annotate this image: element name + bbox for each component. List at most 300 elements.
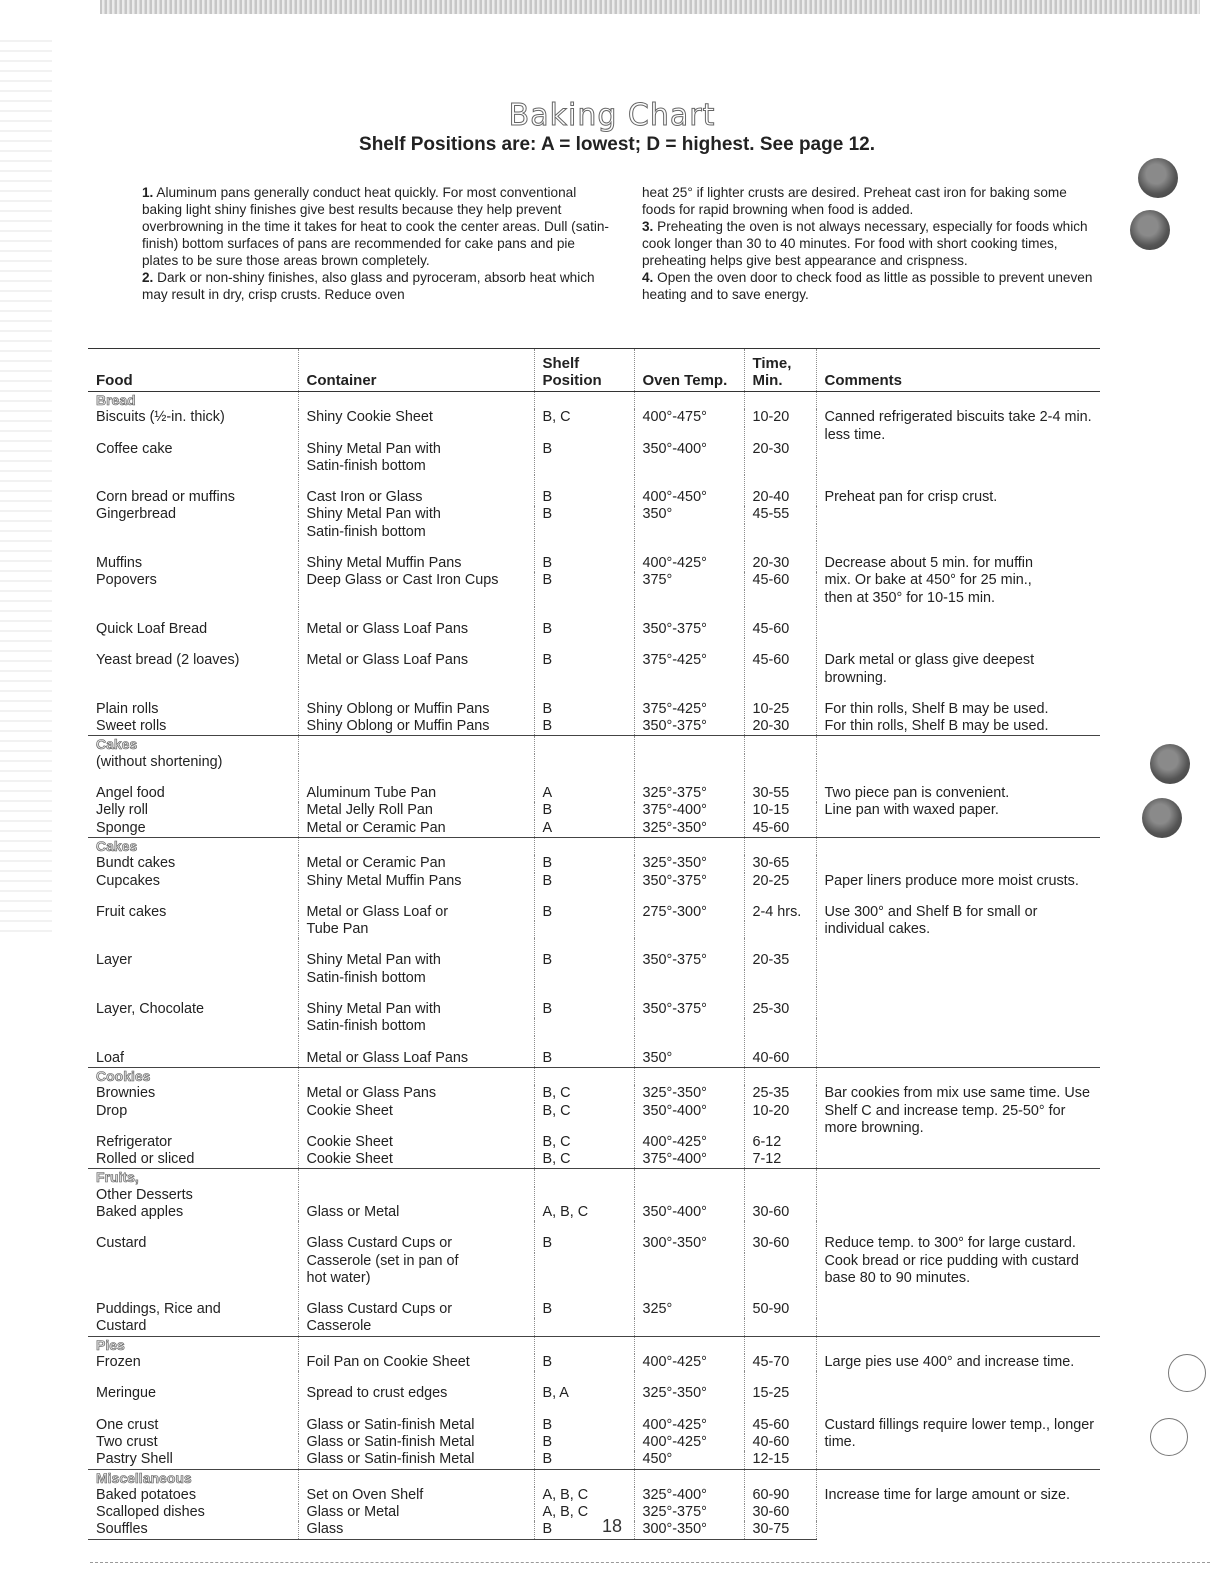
note-text: Open the oven door to check food as little as possible to prevent uneven heating and to save energy. [642,270,1093,302]
cell-temp: 350°-375° [634,718,744,736]
cell-temp: 325°-350° [634,1371,744,1402]
cell-container [298,754,534,771]
cell-shelf [534,524,634,541]
cell-shelf [534,1018,634,1035]
cell-container: Metal or Glass Loaf Pans [298,607,534,638]
cell-time: 10-20 [744,409,816,426]
cell-time: 30-60 [744,1204,816,1221]
cell-shelf: B [534,987,634,1018]
cell-food: Popovers [96,572,157,589]
cell-shelf: B [534,855,634,872]
cell-comments: Bar cookies from mix use same time. Use Shelf C and increase temp. 25-50° for more browning. [816,1085,1100,1151]
section-row [88,1169,1100,1187]
cell-time: 30-55 [744,771,816,802]
binder-hole-icon [1150,744,1190,784]
cell-time: 45-60 [744,572,816,589]
cell-shelf [534,1253,634,1270]
note-number: 4. [642,270,654,285]
cell-temp: 350°-400° [634,1204,744,1221]
cell-shelf: B [534,687,634,718]
cell-food: Cupcakes [96,872,160,889]
table-cell [744,1469,816,1487]
table-row [88,1403,1100,1434]
cell-shelf: B [534,1521,634,1539]
cell-container: Satin-finish bottom [298,524,534,541]
cell-time: 10-25 [744,687,816,718]
cell-container: Glass or Satin-finish Metal [298,1403,534,1434]
cell-temp: 400°-425° [634,1403,744,1434]
cell-shelf: A, B, C [534,1504,634,1521]
cell-container: Shiny Metal Muffin Pans [298,873,534,890]
scan-bottom-edge [90,1562,1210,1565]
cell-food [88,921,298,938]
cell-shelf: A [534,820,634,838]
cell-food: Plain rolls [96,700,159,717]
table-row [88,855,1100,872]
binder-hole-icon [1142,798,1182,838]
cell-container: Glass or Satin-finish Metal [298,1434,534,1451]
cell-shelf: B, C [534,409,634,426]
table-row [88,802,1100,819]
cell-comments [816,938,1100,969]
cell-time: 2-4 hrs. [744,890,816,921]
cell-container: Glass or Satin-finish Metal [298,1451,534,1469]
cell-temp: 350°-375° [634,938,744,969]
cell-time: 7-12 [744,1151,816,1169]
header-time: Time, Min. [744,349,816,392]
cell-temp [634,1270,744,1287]
table-cell [744,837,816,855]
cell-temp: 400°-425° [634,1354,744,1371]
section-heading: Fruits, [88,1169,298,1187]
table-cell [534,1169,634,1187]
table-row [88,409,1100,426]
cell-temp: 350°-375° [634,987,744,1018]
cell-food: Drop [96,1102,128,1119]
note-text: heat 25° if lighter crusts are desired. Preheat cast iron for baking some foods for rapid browning when food is added. [642,185,1067,217]
cell-food: Layer [96,952,132,969]
cell-comments: Line pan with waxed paper. [816,802,1100,819]
table-row [88,607,1100,638]
cell-shelf: B [534,506,634,523]
note-text: Dark or non-shiny finishes, also glass and pyroceram, absorb heat which may result in dry, crisp crusts. Reduce oven [142,270,595,302]
cell-temp: 375°-400° [634,802,744,819]
cell-food: Frozen [96,1354,141,1371]
cell-container: Satin-finish bottom [298,970,534,987]
cell-temp [634,1018,744,1035]
cell-temp: 325°-375° [634,771,744,802]
cell-time: 40-60 [744,1434,816,1451]
table-cell [816,1169,1100,1187]
cell-time [744,524,816,541]
cell-food: Biscuits (½-in. thick) [96,409,225,426]
cell-shelf: B [534,1403,634,1434]
table-row [88,638,1100,687]
cell-comments: Use 300° and Shelf B for small or individual cakes. [816,890,1100,939]
table-cell [816,736,1100,754]
cell-temp: 450° [634,1451,744,1469]
cell-time: 45-60 [744,1403,816,1434]
cell-food: Meringue [96,1385,156,1402]
table-header-row [88,349,1100,392]
section-row [88,1469,1100,1487]
cell-time: 30-65 [744,855,816,872]
table-row [88,687,1100,718]
table-cell [534,1187,634,1204]
cell-comments [816,1036,1100,1068]
table-row [88,1487,1100,1504]
cell-time: 10-20 [744,1103,816,1120]
table-row [88,1151,1100,1169]
note-2 [142,269,612,303]
cell-shelf: B [534,427,634,458]
cell-container [298,590,534,607]
cell-comments [816,987,1100,1018]
cell-time: 30-60 [744,1221,816,1252]
cell-container: Metal or Glass Loaf or [298,890,534,921]
header-oven-temp: Oven Temp. [634,349,744,392]
cell-temp: 400°-475° [634,409,744,426]
baking-chart-table [88,348,1100,1540]
cell-comments [816,607,1100,638]
cell-food: Souffles [88,1521,298,1539]
table-cell [816,837,1100,855]
cell-food: Quick Loaf Bread [96,620,208,637]
cell-temp: 350° [634,506,744,523]
cell-time: 15-25 [744,1371,816,1402]
cell-shelf [534,970,634,987]
cell-food: Gingerbread [96,506,176,523]
cell-container: Glass Custard Cups or [298,1221,534,1252]
table-row [88,718,1100,736]
table-row [88,754,1100,771]
cell-temp: 325°-350° [634,1085,744,1102]
cell-container: Shiny Metal Pan with [298,938,534,969]
cell-shelf: A, B, C [534,1487,634,1504]
cell-shelf [534,590,634,607]
cell-comments: For thin rolls, Shelf B may be used. [816,687,1100,718]
cell-container: Shiny Oblong or Muffin Pans [298,687,534,718]
cell-temp: 350°-375° [634,607,744,638]
cell-container: Cookie Sheet [298,1151,534,1169]
cell-temp [634,524,744,541]
cell-comments: then at 350° for 10-15 min. [816,590,1100,607]
page-number: 18 [601,1516,623,1536]
table-cell [634,1169,744,1187]
cell-comments [816,754,1100,771]
cell-time [744,754,816,771]
cell-food: Jelly roll [96,802,148,819]
cell-time: 45-60 [744,607,816,638]
page-title: Baking Chart [508,98,716,133]
cell-time: 45-60 [744,820,816,838]
notes-left-column [142,184,612,303]
cell-food [88,458,298,475]
cell-food [88,590,298,607]
table-cell [816,1187,1100,1204]
cell-shelf: B [534,890,634,921]
cell-temp: 325°-350° [634,820,744,838]
cell-shelf: B [534,475,634,506]
cell-food: Muffins [96,555,143,572]
table-row [88,572,1100,589]
cell-food: Custard [96,1318,147,1335]
cell-container: Glass Custard Cups or [298,1287,534,1318]
cell-time: 40-60 [744,1036,816,1068]
page-subtitle: Shelf Positions are: A = lowest; D = highest. See page 12. [359,134,875,155]
cell-temp: 300°-350° [634,1521,744,1539]
cell-temp: 400°-425° [634,1120,744,1151]
cell-food [88,1270,298,1287]
table-row [88,1018,1100,1035]
table-cell [744,392,816,410]
table-cell [634,1187,744,1204]
section-row [88,1067,1100,1085]
cell-food: One crust [96,1416,159,1433]
cell-food: Loaf [96,1049,125,1066]
cell-comments: Canned refrigerated biscuits take 2-4 min. less time. [816,409,1100,458]
cell-container: Glass [298,1521,534,1539]
cell-shelf: B, C [534,1151,634,1169]
cell-time: 20-40 [744,475,816,506]
cell-shelf [534,921,634,938]
cell-temp [634,458,744,475]
cell-container: Cookie Sheet [298,1103,534,1120]
cell-container: Casserole (set in pan of [298,1253,534,1270]
cell-container: Shiny Metal Muffin Pans [298,541,534,572]
cell-shelf: B [534,1221,634,1252]
table-cell [634,392,744,410]
cell-shelf: B [534,873,634,890]
cell-food: Scalloped dishes [96,1504,205,1521]
cell-time: 20-30 [744,541,816,572]
cell-comments [816,1018,1100,1035]
note-number: 2. [142,270,154,285]
cell-comments [816,524,1100,541]
cell-time: 25-35 [744,1085,816,1102]
cell-container: hot water) [298,1270,534,1287]
cell-container: Shiny Metal Pan with [298,427,534,458]
cell-comments [816,458,1100,475]
scan-left-edge [0,40,52,940]
cell-container: Casserole [298,1318,534,1336]
cell-food: Rolled or sliced [96,1151,195,1168]
cell-shelf: B [534,572,634,589]
table-row [88,771,1100,802]
cell-comments: For thin rolls, Shelf B may be used. [816,718,1100,736]
cell-container: Glass or Metal [298,1504,534,1521]
cell-temp: 300°-350° [634,1221,744,1252]
section-row [88,1187,1100,1204]
cell-comments [816,506,1100,523]
cell-container: Shiny Cookie Sheet [298,409,534,426]
table-cell [634,837,744,855]
cell-time: 45-60 [744,638,816,687]
cell-time: 6-12 [744,1120,816,1151]
cell-shelf: B [534,1287,634,1318]
note-number: 3. [642,219,654,234]
cell-shelf: B [534,1036,634,1068]
cell-comments: Two piece pan is convenient. [816,771,1100,802]
cell-container: Shiny Metal Pan with [298,987,534,1018]
cell-food: Bundt cakes [96,855,176,872]
cell-temp: 350° [634,1036,744,1068]
cell-container: Tube Pan [298,921,534,938]
cell-comments [816,1318,1100,1336]
table-cell [298,837,534,855]
cell-food [88,1253,298,1270]
cell-temp: 375°-425° [634,687,744,718]
cell-food: Refrigerator [96,1133,172,1150]
cell-time [744,458,816,475]
cell-shelf: B [534,718,634,736]
cell-container: Satin-finish bottom [298,458,534,475]
cell-food: Custard [96,1235,147,1252]
note-text: Aluminum pans generally conduct heat quickly. For most conventional baking light shiny finishes give best results because they help prevent overbrowning in the time it takes for heat to cook the center areas. Dull (satin-finish) bottom surfaces of pans are recommended for cake pans and pie plates to be sure those areas brown completely. [142,185,609,268]
table-cell [744,736,816,754]
cell-temp [634,590,744,607]
cell-temp: 350°-400° [634,427,744,458]
cell-food: Angel food [96,785,165,802]
cell-temp [634,1318,744,1336]
cell-time: 45-55 [744,506,816,523]
table-cell [816,1067,1100,1085]
cell-time: 10-15 [744,802,816,819]
table-row [88,458,1100,475]
cell-container: Metal Jelly Roll Pan [298,802,534,819]
cell-comments [816,855,1100,872]
section-row [88,392,1100,410]
cell-temp: 375° [634,572,744,589]
table-row [88,1354,1100,1371]
cell-shelf: A [534,771,634,802]
table-cell [534,392,634,410]
cell-container: Metal or Ceramic Pan [298,855,534,872]
cell-food: Baked apples [96,1203,184,1220]
cell-food: (without shortening) [96,753,223,770]
table-row [88,1036,1100,1068]
table-row [88,873,1100,890]
cell-temp: 400°-425° [634,541,744,572]
cell-time: 20-25 [744,873,816,890]
table-cell [744,1336,816,1354]
table-cell [534,1067,634,1085]
cell-food: Baked potatoes [96,1486,197,1503]
cell-time [744,1270,816,1287]
cell-shelf [534,458,634,475]
table-cell [634,736,744,754]
cell-time [744,590,816,607]
cell-time: 20-30 [744,718,816,736]
table-row [88,541,1100,572]
cell-shelf: B [534,638,634,687]
header-food: Food [88,349,298,392]
cell-container: Deep Glass or Cast Iron Cups [298,572,534,589]
cell-container: Satin-finish bottom [298,1018,534,1035]
cell-comments: mix. Or bake at 450° for 25 min., [816,572,1100,589]
table-cell [534,1336,634,1354]
cell-comments: Custard fillings require lower temp., longer time. [816,1403,1100,1469]
cell-container: Metal or Glass Pans [298,1085,534,1102]
cell-comments [816,1151,1100,1169]
table-row [88,506,1100,523]
binder-hole-icon [1168,1354,1206,1392]
cell-time [744,1018,816,1035]
table-row [88,1221,1100,1252]
cell-temp: 375°-400° [634,1151,744,1169]
cell-time: 30-60 [744,1504,816,1521]
header-shelf-position: Shelf Position [534,349,634,392]
table-cell [298,736,534,754]
table-cell [534,736,634,754]
cell-temp: 400°-450° [634,475,744,506]
cell-container: Foil Pan on Cookie Sheet [298,1354,534,1371]
cell-time: 45-70 [744,1354,816,1371]
table-row [88,1318,1100,1336]
cell-container: Metal or Glass Loaf Pans [298,1036,534,1068]
cell-comments: Dark metal or glass give deepest browning. [816,638,1100,687]
cell-temp: 350°-400° [634,1103,744,1120]
note-text: Preheating the oven is not always necessary, especially for foods which cook longer than 30 to 40 minutes. For food with short cooking times, preheating helps give best appearance and crispness. [642,219,1088,268]
section-heading: Pies [88,1336,298,1354]
cell-time: 20-35 [744,938,816,969]
table-cell [534,1469,634,1487]
table-row [88,1204,1100,1221]
cell-comments: Preheat pan for crisp crust. [816,475,1100,506]
cell-container: Spread to crust edges [298,1371,534,1402]
note-1 [142,184,612,269]
scan-top-edge [100,0,1200,14]
cell-temp: 275°-300° [634,890,744,921]
table-row [88,590,1100,607]
table-cell [298,1336,534,1354]
table-cell [298,1469,534,1487]
cell-time [744,1253,816,1270]
section-heading: Miscellaneous [88,1469,298,1487]
section-heading: Cakes [88,837,298,855]
cell-shelf: B [534,1354,634,1371]
cell-shelf: B [534,607,634,638]
table-row [88,890,1100,921]
cell-temp [634,921,744,938]
cell-shelf: B [534,938,634,969]
cell-temp: 350°-375° [634,873,744,890]
cell-time [744,970,816,987]
table-row [88,970,1100,987]
cell-time [744,921,816,938]
table-row [88,987,1100,1018]
cell-temp [634,754,744,771]
cell-food: Yeast bread (2 loaves) [96,652,240,669]
cell-container: Cast Iron or Glass [298,475,534,506]
binder-hole-icon [1130,210,1170,250]
table-cell [298,1067,534,1085]
cell-time: 30-75 [744,1521,816,1539]
note-4 [642,269,1102,303]
header-comments: Comments [816,349,1100,392]
cell-food [88,524,298,541]
cell-container: Metal or Glass Loaf Pans [298,638,534,687]
section-row [88,837,1100,855]
table-cell [534,837,634,855]
table-cell [816,1469,1100,1487]
cell-time: 60-90 [744,1487,816,1504]
table-cell [744,1067,816,1085]
cell-comments [816,820,1100,838]
table-cell [298,392,534,410]
cell-shelf: B [534,1434,634,1451]
cell-shelf [534,1270,634,1287]
